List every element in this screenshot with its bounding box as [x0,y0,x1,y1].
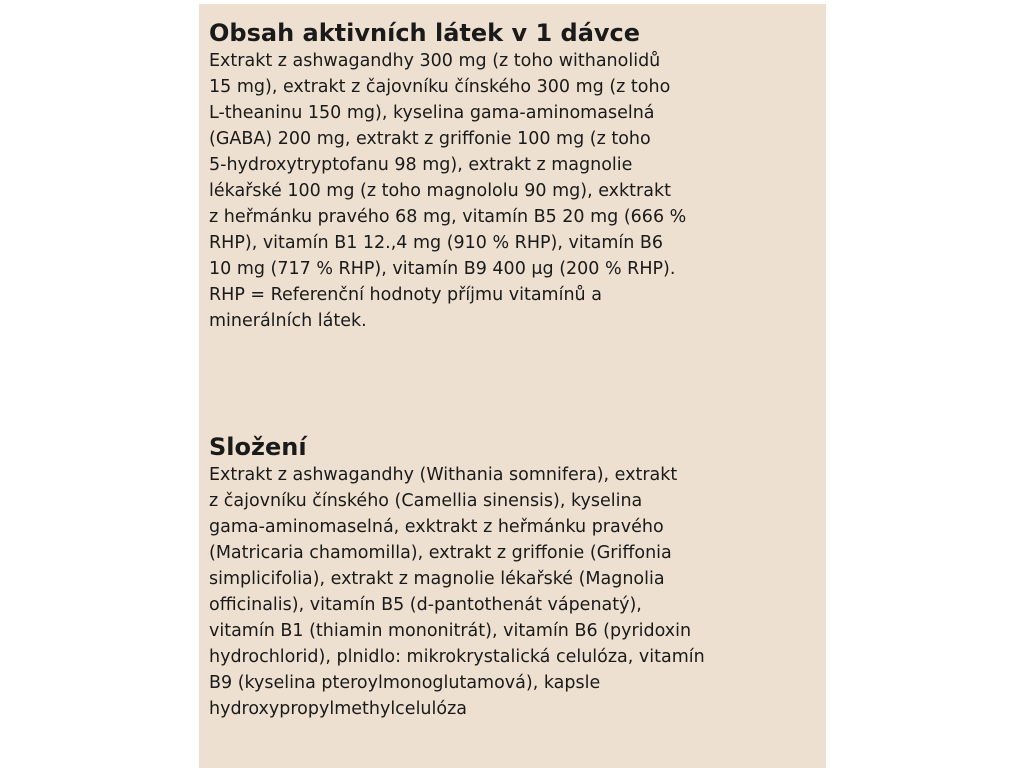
text-line: vitamín B1 (thiamin mononitrát), vitamín B6 (pyridoxin [209,621,692,641]
text-line: lékařské 100 mg (z toho magnololu 90 mg), exktrakt [209,181,671,201]
text-line: B9 (kyselina pteroylmonoglutamová), kapsle [209,673,601,693]
text-line: Extrakt z ashwagandhy 300 mg (z toho withanolidů [209,51,661,71]
composition-section [209,432,809,722]
text-line: 5-hydroxytryptofanu 98 mg), extrakt z magnolie [209,155,633,175]
text-line: z heřmánku pravého 68 mg, vitamín B5 20 mg (666 % [209,207,687,227]
text-line: minerálních látek. [209,311,367,331]
text-line: hydrochlorid), plnidlo: mikrokrystalická celulóza, vitamín [209,647,705,667]
active-substances-heading: Obsah aktivních látek v 1 dávce [209,19,641,47]
text-line: simplicifolia), extrakt z magnolie lékařské (Magnolia [209,569,665,589]
text-line: L-theaninu 150 mg), kyselina gama-aminomaselná [209,103,655,123]
text-line: Extrakt z ashwagandhy (Withania somnifera), extrakt [209,465,678,485]
composition-text [209,462,809,722]
text-line: gama-aminomaselná, exktrakt z heřmánku pravého [209,517,664,537]
content-panel [199,4,826,768]
text-line: 10 mg (717 % RHP), vitamín B9 400 μg (200 % RHP). [209,259,676,279]
text-line: officinalis), vitamín B5 (d-pantothenát vápenatý), [209,595,642,615]
text-line: (Matricaria chamomilla), extrakt z griffonie (Griffonia [209,543,672,563]
text-line: hydroxypropylmethylcelulóza [209,699,468,719]
text-line: z čajovníku čínského (Camellia sinensis), kyselina [209,491,643,511]
text-line: RHP = Referenční hodnoty příjmu vitamínů a [209,285,602,305]
text-line: (GABA) 200 mg, extrakt z griffonie 100 mg (z toho [209,129,651,149]
active-substances-section [209,18,809,334]
composition-heading: Složení [209,433,307,461]
active-substances-text [209,48,809,334]
text-line: RHP), vitamín B1 12.,4 mg (910 % RHP), vitamín B6 [209,233,664,253]
text-line: 15 mg), extrakt z čajovníku čínského 300 mg (z toho [209,77,671,97]
